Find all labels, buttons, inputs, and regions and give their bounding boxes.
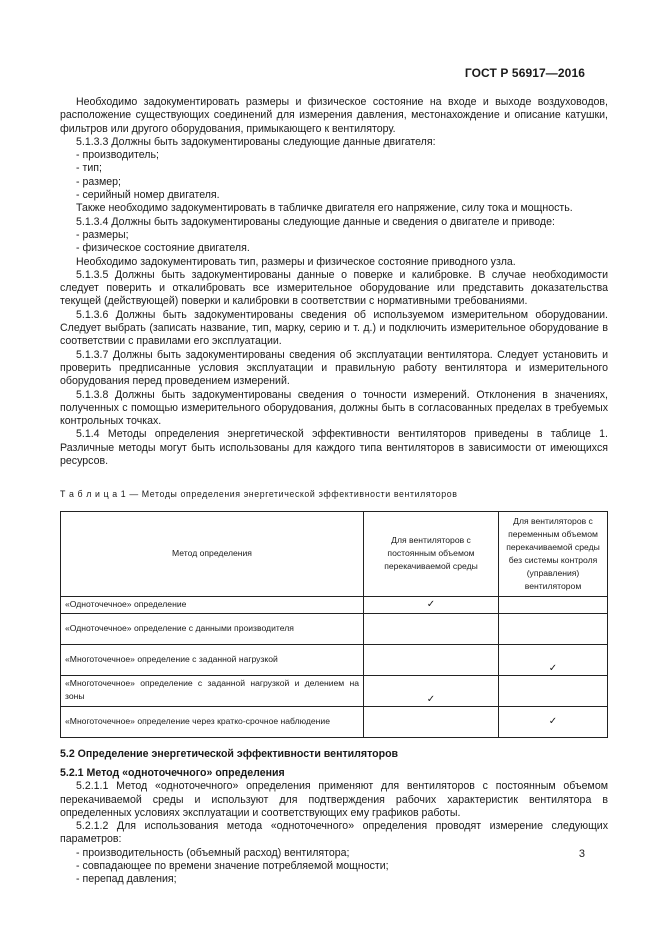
- table-row: [61, 596, 608, 613]
- list-item: - перепад давления;: [76, 873, 177, 886]
- page-number: 3: [578, 848, 585, 860]
- empty-cell: [499, 675, 608, 706]
- clause-5-2-1-1: 5.2.1.1 Метод «одноточечного» определения применяют для вентиляторов с постоянным объемом перекачиваемой среды и используют для подтверждения рабочих характеристик вентилятора в определенных условиях эксплуатации и соответствующих ему графиков работы.: [60, 780, 608, 819]
- method-cell: «Многоточечное» определение с заданной нагрузкой: [61, 644, 364, 675]
- page-header-standard: ГОСТ Р 56917—2016: [464, 66, 585, 80]
- document-body: [60, 96, 608, 887]
- list-item: - размеры;: [76, 228, 129, 241]
- table-header-row: [61, 511, 608, 596]
- method-cell: «Многоточечное» определение с заданной нагрузкой и делением на зоны: [61, 675, 364, 706]
- clause-5-1-3-8: 5.1.3.8 Должны быть задокументированы сведения о точности измерений. Отклонения в значениях, полученных с помощью измерительного оборудования, должны быть в согласованных пределах в требуемых контрольных точках.: [60, 388, 608, 428]
- method-cell: «Одноточечное» определение с данными производителя: [61, 613, 364, 644]
- clause-5-1-3-5: 5.1.3.5 Должны быть задокументированы данные о поверке и калибровке. В случае необходимости следует поверить и откалибровать все измерительное оборудование или представить доказательства текущей (действующей) поверки и калибровки в соответствии с нормативными требованиями.: [60, 268, 608, 308]
- header-constant-volume: Для вентиляторов с постоянным объемом перекачиваемой среды: [364, 511, 499, 596]
- header-variable-volume: Для вентиляторов с переменным объемом перекачиваемой среды без системы контроля (управления) вентилятором: [499, 511, 608, 596]
- check-mark-icon: ✓: [364, 596, 499, 613]
- clause-5-1-3-4: 5.1.3.4 Должны быть задокументированы следующие данные и сведения о двигателе и приводе:: [76, 215, 555, 228]
- method-cell: «Многоточечное» определение через кратко-срочное наблюдение: [61, 706, 364, 737]
- clause-5-1-3-6: 5.1.3.6 Должны быть задокументированы сведения об используемом измерительном оборудовании. Следует выбрать (записать название, тип, марку, серию и т. д.) и подключить измерительное оборудование в соответствии с правилами его эксплуатации.: [60, 308, 608, 348]
- clause-5-1-3-7: 5.1.3.7 Должны быть задокументированы сведения об эксплуатации вентилятора. Следует установить и проверить предписанные условия эксплуатации и правильную работу вентилятора и измерительного оборудования перед проведением измерений.: [60, 348, 608, 388]
- table-row: [61, 644, 608, 675]
- clause-5-1-4: 5.1.4 Методы определения энергетической эффективности вентиляторов приведены в таблице 1. Различные методы могут быть использованы для каждого типа вентиляторов в зависимости от имеющихся ресурсов.: [60, 428, 608, 468]
- empty-cell: [364, 613, 499, 644]
- table-row: [61, 706, 608, 737]
- list-item: - совпадающее по времени значение потребляемой мощности;: [76, 859, 389, 872]
- clause-5-2-1-2: 5.2.1.2 Для использования метода «одноточечного» определения проводят измерение следующих параметров:: [60, 820, 608, 846]
- table-caption: Т а б л и ц а 1 — Методы определения энергетической эффективности вентиляторов: [60, 489, 458, 500]
- empty-cell: [364, 644, 499, 675]
- clause-5-1-3-3-note: Также необходимо задокументировать в табличке двигателя его напряжение, силу тока и мощность.: [76, 202, 573, 215]
- list-item: - производительность (объемный расход) вентилятора;: [76, 846, 350, 859]
- header-method: Метод определения: [61, 511, 364, 596]
- section-5-2-1-title: 5.2.1 Метод «одноточечного» определения: [60, 766, 285, 779]
- list-item: - размер;: [76, 175, 122, 188]
- method-cell: «Одноточечное» определение: [61, 596, 364, 613]
- check-mark-icon: ✓: [499, 706, 608, 737]
- list-item: - тип;: [76, 162, 102, 175]
- list-item: - серийный номер двигателя.: [76, 189, 220, 202]
- check-mark-icon: ✓: [364, 675, 499, 706]
- table-row: [61, 613, 608, 644]
- list-item: - производитель;: [76, 149, 159, 162]
- methods-table: [60, 511, 608, 738]
- clause-5-1-3-3: 5.1.3.3 Должны быть задокументированы следующие данные двигателя:: [76, 135, 436, 148]
- list-item: - физическое состояние двигателя.: [76, 242, 250, 255]
- empty-cell: [499, 613, 608, 644]
- section-5-2-title: 5.2 Определение энергетической эффективности вентиляторов: [60, 747, 399, 760]
- clause-5-1-3-4-note: Необходимо задокументировать тип, размеры и физическое состояние приводного узла.: [76, 255, 516, 268]
- empty-cell: [364, 706, 499, 737]
- table-row: [61, 675, 608, 706]
- check-mark-icon: ✓: [499, 644, 608, 675]
- empty-cell: [499, 596, 608, 613]
- intro-paragraph: Необходимо задокументировать размеры и физическое состояние на входе и выходе воздуховодов, расположение существующих соединений для измерения давления, местонахождение и описание катушки, фильтров или другого оборудования, примыкающего к вентилятору.: [60, 96, 608, 135]
